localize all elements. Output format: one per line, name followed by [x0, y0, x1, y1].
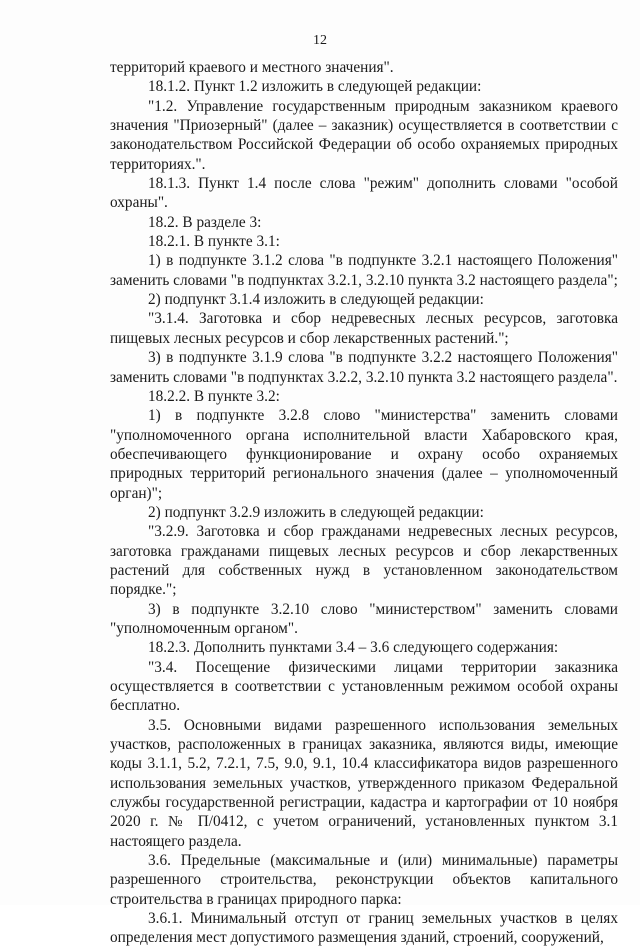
paragraph: "3.2.9. Заготовка и сбор гражданами недревесных лесных ресурсов, заготовка гражданами пищевых лесных ресурсов и сбор лекарственных растений для собственных нужд в установленном законодательством порядке.";: [110, 523, 618, 599]
paragraph: "3.4. Посещение физическими лицами территории заказника осуществляется в соответствии с установленным режимом особой охраны бесплатно.: [110, 658, 618, 715]
paragraph: 3.6. Предельные (максимальные и (или) минимальные) параметры разрешенного строительства, реконструкции объектов капитального строительства в границах природного парка:: [110, 852, 618, 908]
paragraph: территорий краевого и местного значения".: [110, 59, 394, 76]
paragraph: 3) в подпункте 3.2.10 слово "министерством" заменить словами "уполномоченным органом".: [110, 600, 618, 637]
paragraph: 18.2.3. Дополнить пунктами 3.4 – 3.6 следующего содержания:: [148, 639, 559, 657]
paragraph: 1) в подпункте 3.2.8 слово "министерства" заменить словами "уполномоченного органа исполнительной власти Хабаровского края, обеспечивающего функционирование и охрану особо охраняемых природных территорий регионального значения (далее – уполномоченный орган)";: [110, 407, 618, 502]
document-body: [110, 58, 618, 948]
paragraph: 18.2.1. В пункте 3.1:: [148, 233, 280, 251]
paragraph: 3) в подпункте 3.1.9 слова "в подпункте 3.2.2 настоящего Положения" заменить словами "в подпунктах 3.2.2, 3.2.10 пункта 3.2 настоящего раздела".: [110, 349, 618, 386]
paragraph: "3.1.4. Заготовка и сбор недревесных лесных ресурсов, заготовка пищевых лесных ресурсов и сбор лекарственных растений.";: [110, 310, 618, 347]
paragraph: 2) подпункт 3.1.4 изложить в следующей редакции:: [148, 291, 484, 309]
paragraph: 18.2. В разделе 3:: [148, 213, 262, 231]
paragraph: 2) подпункт 3.2.9 изложить в следующей редакции:: [148, 503, 484, 521]
paragraph: 3.5. Основными видами разрешенного использования земельных участков, расположенных в границах заказника, являются виды, имеющие коды 3.1.1, 5.2, 7.2.1, 7.5, 9.0, 9.1, 10.4 классификатора видов разрешенного использования земельных участков, утвержденного приказом Федеральной службы государственной регистрации, кадастра и картографии от 10 ноября 2020 г. № П/0412, с учетом ограничений, установленных пунктом 3.1 настоящего раздела.: [110, 716, 618, 850]
paragraph: 3.6.1. Минимальный отступ от границ земельных участков в целях определения мест допустимого размещения зданий, строений, сооружений,: [110, 910, 618, 947]
paragraph: 18.2.2. В пункте 3.2:: [148, 387, 280, 405]
paragraph: 18.1.2. Пункт 1.2 изложить в следующей редакции:: [148, 78, 482, 96]
page-number: 12: [313, 33, 327, 48]
paragraph: 18.1.3. Пункт 1.4 после слова "режим" дополнить словами "особой охраны".: [110, 175, 618, 212]
paragraph: 1) в подпункте 3.1.2 слова "в подпункте 3.2.1 настоящего Положения" заменить словами "в подпунктах 3.2.1, 3.2.10 пункта 3.2 настоящего раздела";: [110, 252, 618, 289]
paragraph: "1.2. Управление государственным природным заказником краевого значения "Приозерный" (далее – заказник) осуществляется в соответствии с законодательством Российской Федерации об особо охраняемых природных территориях.".: [110, 97, 618, 173]
